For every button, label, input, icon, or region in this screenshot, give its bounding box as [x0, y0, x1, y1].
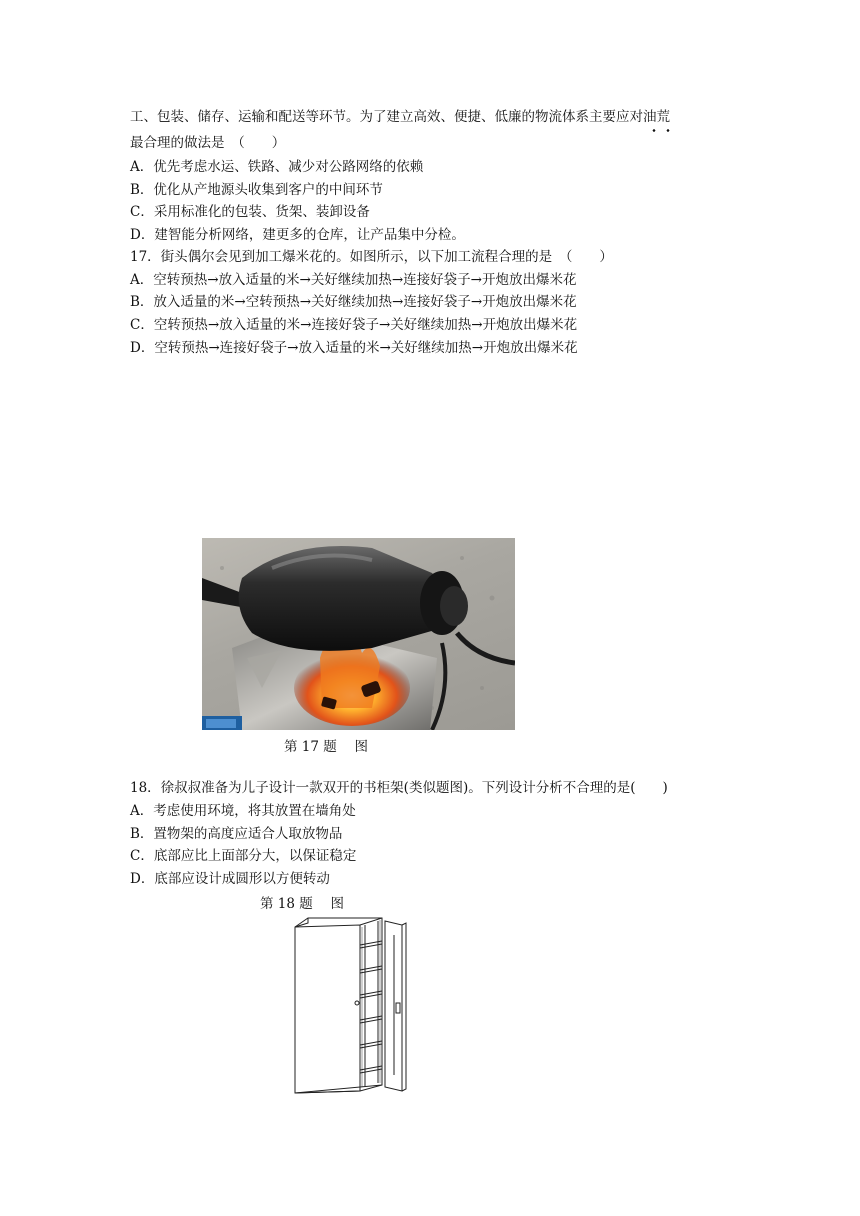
- q17-option-d: D．空转预热→连接好袋子→放入适量的米→关好继续加热→开炮放出爆米花: [130, 340, 578, 356]
- q18-option-d: D．底部应设计成圆形以方便转动: [130, 871, 330, 887]
- bookcase-drawing: [290, 915, 428, 1097]
- q17-option-b: B．放入适量的米→空转预热→关好继续加热→连接好袋子→开炮放出爆米花: [130, 294, 577, 310]
- popcorn-machine-photo: [202, 538, 515, 730]
- q16-stem-line-2: 最合理的做法是 （ ）: [130, 135, 286, 151]
- q18-stem: 18．徐叔叔准备为儿子设计一款双开的书柜架(类似题图)。下列设计分析不合理的是( ): [130, 780, 668, 796]
- popcorn-machine-illustration: [202, 538, 515, 730]
- q18-figure-caption: 第 18 题 图: [260, 896, 345, 912]
- q17-stem: 17．街头偶尔会见到加工爆米花的。如图所示，以下加工流程合理的是 （ ）: [130, 249, 613, 265]
- q17-figure-caption: 第 17 题 图: [284, 739, 369, 755]
- q16-stem-line-1: [130, 108, 670, 126]
- q18-option-b: B．置物架的高度应适合人取放物品: [130, 826, 343, 842]
- q17-option-a: A．空转预热→放入适量的米→关好继续加热→连接好袋子→开炮放出爆米花: [130, 272, 577, 288]
- q16-option-d: D．建智能分析网络，建更多的仓库，让产品集中分检。: [130, 227, 465, 243]
- bookcase-illustration: [290, 915, 428, 1097]
- q16-option-b: B．优化从产地源头收集到客户的中间环节: [130, 182, 383, 198]
- q18-option-c: C．底部应比上面部分大，以保证稳定: [130, 848, 357, 864]
- q17-option-c: C．空转预热→放入适量的米→连接好袋子→关好继续加热→开炮放出爆米花: [130, 317, 578, 333]
- q16-stem-text: 工、包装、储存、运输和配送等环节。为了建立高效、便捷、低廉的物流体系主要应对: [130, 109, 643, 125]
- emphasized-term: 油荒: [643, 109, 670, 125]
- q18-option-a: A．考虑使用环境，将其放置在墙角处: [130, 803, 356, 819]
- q16-option-c: C．采用标准化的包装、货架、装卸设备: [130, 204, 370, 220]
- q16-option-a: A．优先考虑水运、铁路、减少对公路网络的依赖: [130, 159, 424, 175]
